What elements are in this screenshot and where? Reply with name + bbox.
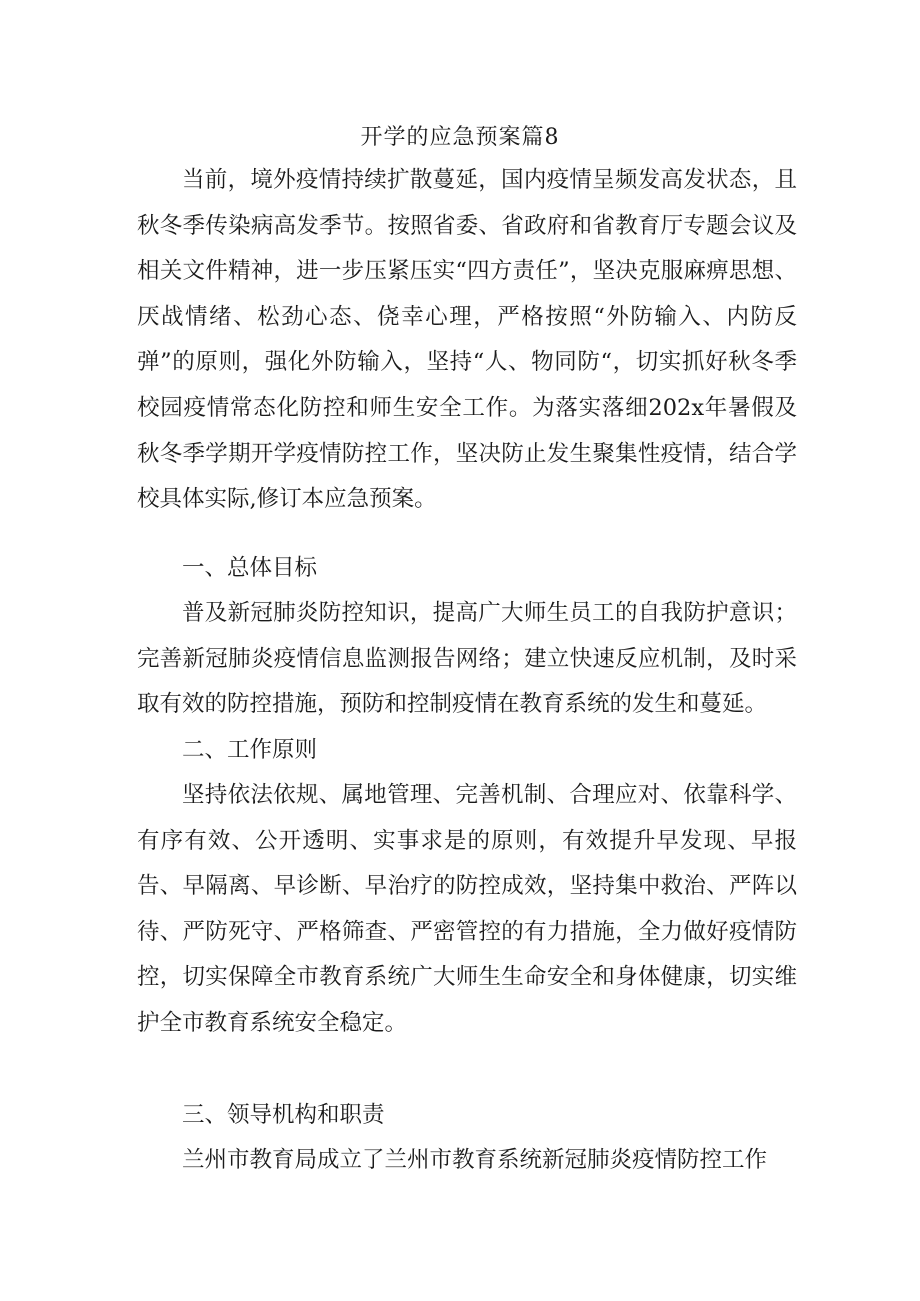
intro-paragraph: 当前，境外疫情持续扩散蔓延，国内疫情呈频发高发状态，且秋冬季传染病高发季节。按照省委、省政府和省教育厅专题会议及相关文件精神，进一步压紧压实“四方责任”，坚决克服麻痹思想、厌战情绪、松劲心态、侥幸心理，严格按照“外防输入、内防反弹”的原则，强化外防输入，坚持“人、物同防“，切实抓好秋冬季校园疫情常态化防控和师生安全工作。为落实落细202x年暑假及秋冬季学期开学疫情防控工作，坚决防止发生聚集性疫情，结合学校具体实际,修订本应急预案。 <box>137 167 797 513</box>
section-heading-work-principles: 二、工作原则 <box>182 737 318 763</box>
section-heading-leadership: 三、领导机构和职责 <box>182 1102 385 1128</box>
document-title: 开学的应急预案篇8 <box>360 125 560 150</box>
section-paragraph-leadership: 兰州市教育局成立了兰州市教育系统新冠肺炎疫情防控工作 <box>182 1147 768 1173</box>
section-paragraph-overall-goals: 普及新冠肺炎防控知识，提高广大师生员工的自我防护意识；完善新冠肺炎疫情信息监测报告网络；建立快速反应机制，及时采取有效的防控措施，预防和控制疫情在教育系统的发生和蔓延。 <box>137 600 797 718</box>
section-paragraph-work-principles: 坚持依法依规、属地管理、完善机制、合理应对、依靠科学、有序有效、公开透明、实事求是的原则，有效提升早发现、早报告、早隔离、早诊断、早治疗的防控成效，坚持集中救治、严阵以待、严防死守、严格筛查、严密管控的有力措施，全力做好疫情防控，切实保障全市教育系统广大师生生命安全和身体健康，切实维护全市教育系统安全稳定。 <box>137 782 797 1036</box>
section-heading-overall-goals: 一、总体目标 <box>182 555 318 581</box>
